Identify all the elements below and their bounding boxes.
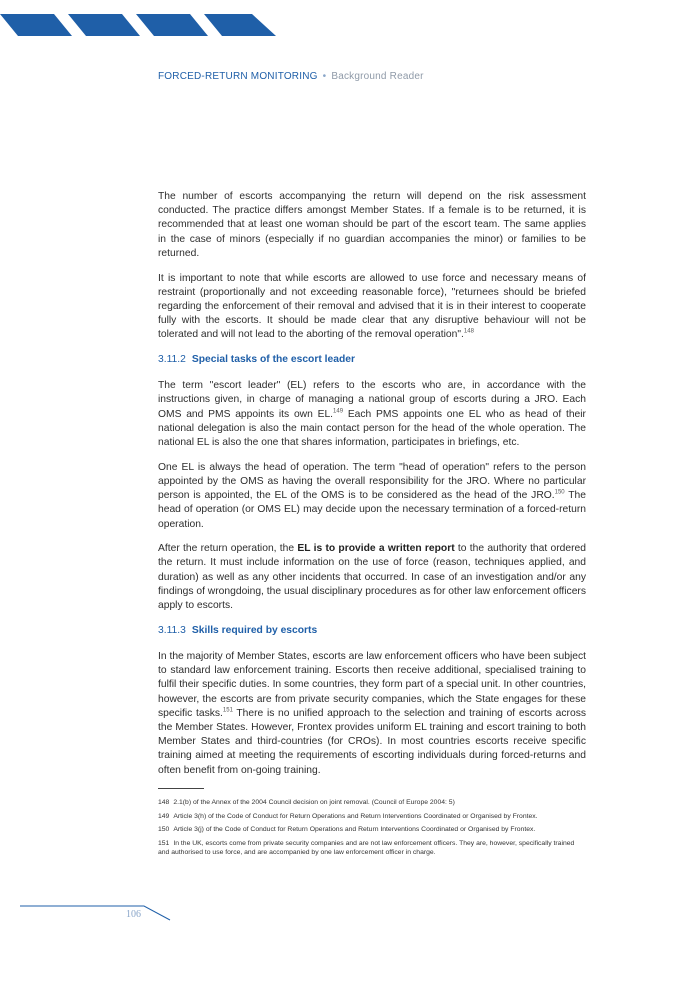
footnote-divider [158, 788, 204, 789]
section-title: Skills required by escorts [191, 624, 318, 636]
paragraph [158, 272, 586, 343]
running-header [158, 71, 424, 82]
paragraph-text: In the majority of Member States, escorts are law enforcement officers who have been subject to standard law enforcement training. Escorts then receive additional, specialised training to fulfil their specific duties. In some countries, they form part of a special unit. In other countries, however, the escorts are from private security companies, which the State engages for these specific tasks. [158, 650, 586, 719]
paragraph-text: Each PMS appoints one EL who as head of their national delegation is also the main contact person for the head of the whole operation. The national EL is also the one that shares information, participates in briefings, etc. [158, 408, 586, 449]
paragraph [158, 461, 586, 532]
header-bar-2 [68, 14, 140, 36]
footer-decoration-line [20, 898, 180, 928]
footnote-number: 149 [158, 812, 170, 820]
footnote [158, 839, 586, 857]
footnote [158, 798, 586, 807]
footnote-text: Article 3(j) of the Code of Conduct for Return Operations and Return Interventions Coordinated or Organised by Frontex. [173, 826, 536, 833]
paragraph-text: One EL is always the head of operation. The term "head of operation" refers to the person appointed by the OMS as having the overall responsibility for the JRO. Where no particular person is appointed, the EL of the OMS is to be considered as the head of the JRO. [158, 461, 586, 502]
header-decoration-bars [0, 14, 300, 36]
header-bar-1 [0, 14, 72, 36]
paragraph-text: The term "escort leader" (EL) refers to the escorts who are, in accordance with the instructions given, in charge of managing a national group of escorts during a JRO. Each OMS and PMS appoints its own EL. [158, 380, 586, 420]
section-heading [158, 353, 586, 367]
running-header-subtitle: Background Reader [331, 71, 424, 82]
footnote-text: 2.1(b) of the Annex of the 2004 Council decision on joint removal. (Council of Europe 2004: 5) [173, 799, 455, 806]
header-bar-4 [204, 14, 276, 36]
section-number: 3.11.2 [158, 354, 186, 366]
paragraph-text: It is important to note that while escorts are allowed to use force and necessary means of restraint (proportionally and not exceeding reasonable force), "returnees should be briefed regarding the enforcement of their removal and advised that it is in their interest to cooperate fully with the escorts. It should be made clear that any disruptive behaviour will not be tolerated and will not lead to the aborting of the removal operation". [158, 272, 586, 341]
paragraph-text: After the return operation, the [158, 543, 298, 555]
footnote-ref: 151 [222, 707, 233, 714]
paragraph [158, 542, 586, 613]
footnote-number: 151 [158, 839, 170, 847]
running-header-title: FORCED-RETURN MONITORING [158, 71, 318, 82]
paragraph-text: The number of escorts accompanying the return will depend on the risk assessment conducted. The practice differs amongst Member States. If a female is to be returned, it is recommended that at least one woman should be part of the escort team. The same applies in the case of minors (especially if no guardian accompanies the minor) or families to be returned. [158, 191, 586, 259]
footnotes [158, 798, 586, 861]
section-heading [158, 624, 586, 638]
emphasis-text: EL is to provide a written report [297, 543, 455, 555]
footnote [158, 812, 586, 821]
footnote-number: 148 [158, 799, 170, 806]
paragraph [158, 379, 586, 450]
paragraph-text: The head of operation (or OMS EL) may decide upon the necessary termination of a forced-return operation. [158, 490, 586, 530]
footnote [158, 825, 586, 834]
footnote-ref: 150 [554, 489, 565, 496]
paragraph [158, 190, 586, 261]
main-body [158, 190, 586, 788]
paragraph-text: to the authority that ordered the return. It must include information on the use of force (reason, techniques applied, and duration) as well as any other incidents that occurred. In case of an investigation and/or any findings of wrongdoing, the usual disciplinary procedures as for other law enforcement officers apply to escorts. [158, 543, 586, 612]
footnote-text: In the UK, escorts come from private security companies and are not law enforcement officers. They are, however, specifically trained and authorised to use force, and are accompanied by one law enforcement officer in charge. [158, 839, 575, 856]
footnote-ref: 149 [333, 408, 344, 415]
footnote-text: Article 3(h) of the Code of Conduct for Return Operations and Return Interventions Coordinated or Organised by Frontex. [173, 812, 538, 820]
footnote-ref: 148 [463, 328, 474, 335]
paragraph-text: There is no unified approach to the selection and training of escorts across the Member States. However, Frontex provides uniform EL training and escort training to both Member States and third-countries (for CROs). In most countries escorts receive specific training aimed at meeting the requirements of escorting individuals during forced-returns and often benefit from on-going training. [158, 707, 586, 776]
running-header-separator: • [322, 71, 327, 82]
page-number: 106 [126, 909, 141, 920]
paragraph [158, 650, 586, 778]
footnote-number: 150 [158, 826, 170, 833]
header-bar-3 [136, 14, 208, 36]
section-title: Special tasks of the escort leader [191, 354, 355, 366]
section-number: 3.11.3 [158, 624, 186, 636]
